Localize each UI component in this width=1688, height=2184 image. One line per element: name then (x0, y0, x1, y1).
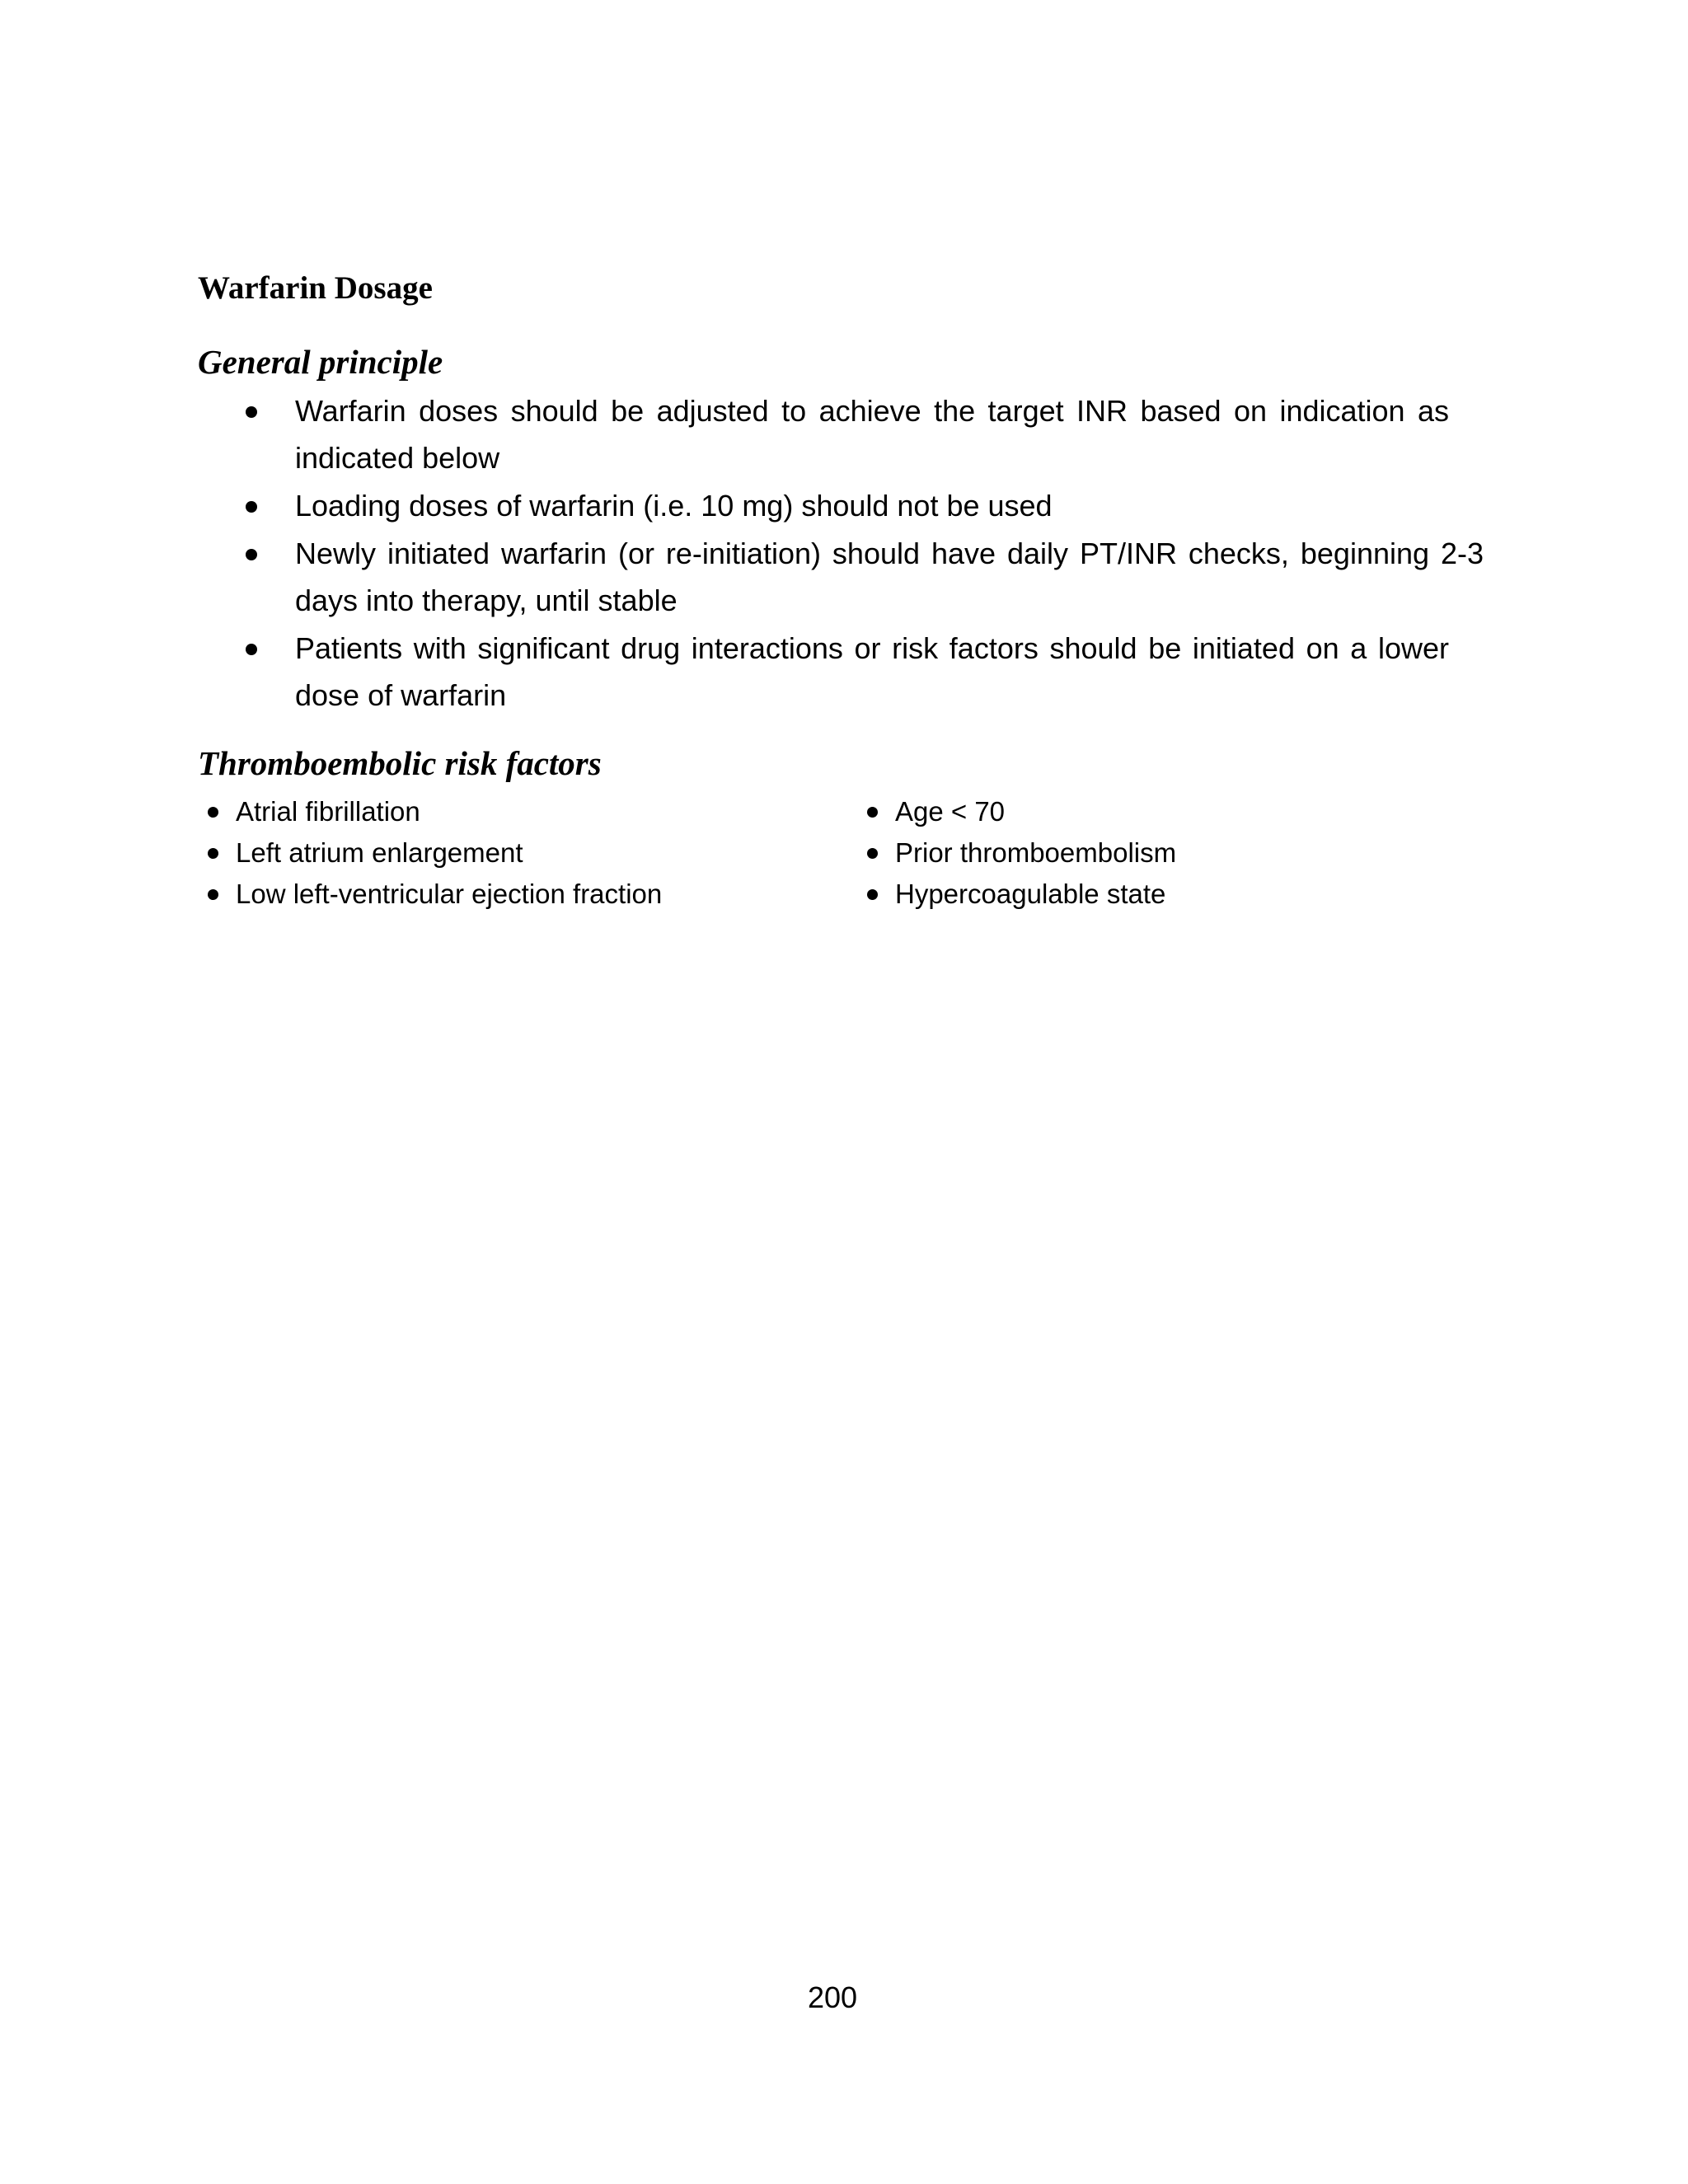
list-item-text: Low left-ventricular ejection fraction (236, 879, 663, 909)
list-item (198, 482, 1449, 529)
general-principle-list (198, 387, 1484, 719)
list-item-text: Age < 70 (895, 796, 1006, 827)
list-item (857, 791, 1176, 832)
bullet-icon (246, 549, 257, 560)
thromboembolic-risk-heading: Thromboembolic risk factors (198, 744, 602, 782)
bullet-icon (867, 848, 878, 859)
list-item (198, 530, 1484, 624)
list-item-text: Patients with significant drug interactions or risk factors should be initiated on a lower dose of warfarin (295, 631, 1449, 712)
bullet-icon (867, 889, 878, 900)
list-item-text: Prior thromboembolism (895, 837, 1177, 868)
general-principle-heading: General principle (198, 343, 443, 381)
risk-factor-list-right (857, 791, 1176, 915)
list-item-text: Loading doses of warfarin (i.e. 10 mg) should not be used (295, 489, 1053, 523)
list-item-text: Atrial fibrillation (236, 796, 420, 827)
list-item (198, 791, 662, 832)
bullet-icon (208, 889, 218, 900)
bullet-icon (246, 644, 257, 655)
list-item-text: Left atrium enlargement (236, 837, 523, 868)
bullet-icon (867, 807, 878, 818)
list-item (198, 832, 662, 874)
list-item-text: Warfarin doses should be adjusted to achieve the target INR based on indication as indicated below (295, 394, 1449, 475)
list-item (198, 625, 1449, 719)
page-number: 200 (807, 1980, 858, 2014)
bullet-icon (246, 406, 257, 418)
list-item (857, 874, 1176, 915)
risk-factor-list-left (198, 791, 662, 915)
bullet-icon (208, 848, 218, 859)
list-item-text: Newly initiated warfarin (or re-initiation) should have daily PT/INR checks, beginning 2-3 days into therapy, until stable (295, 537, 1484, 617)
section-title: Warfarin Dosage (198, 270, 433, 306)
list-item (198, 387, 1449, 481)
list-item (198, 874, 662, 915)
list-item (857, 832, 1176, 874)
bullet-icon (208, 807, 218, 818)
list-item-text: Hypercoagulable state (895, 879, 1166, 909)
bullet-icon (246, 501, 257, 513)
